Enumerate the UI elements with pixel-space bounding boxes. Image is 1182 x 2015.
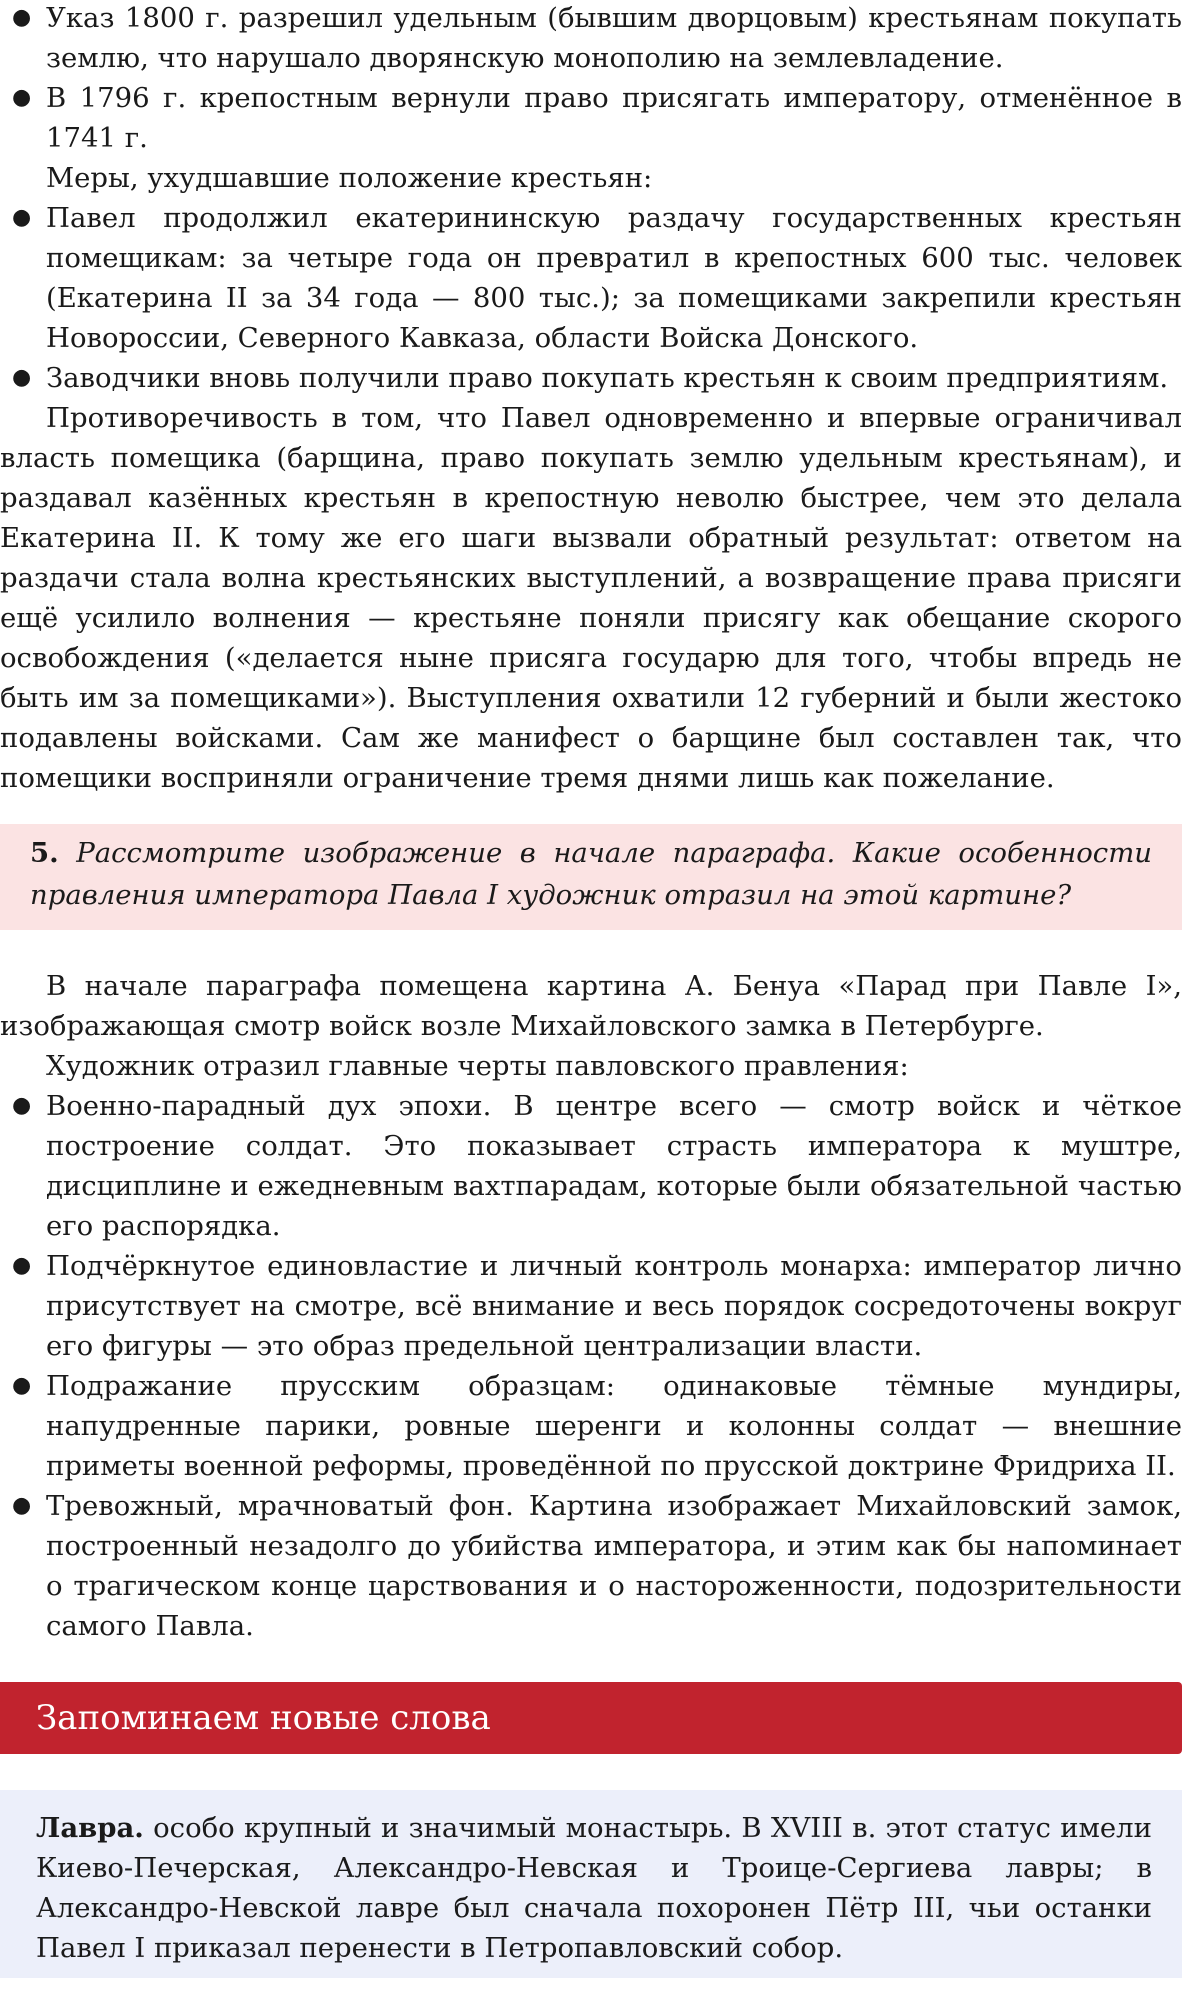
bullet-icon: ● [12,205,32,230]
section-banner: Запоминаем новые слова [0,1682,1182,1754]
bullet-icon: ● [12,1493,32,1518]
list-item [0,1366,1182,1486]
list-item-text: В 1796 г. крепостным вернули право присягать императору, отменённое в 1741 г. [46,82,1182,154]
question-number: 5. [30,837,59,869]
list-item-text: Подчёркнутое единовластие и личный контроль монарха: император лично присутствует на смотре, всё внимание и весь порядок сосредоточены вокруг его фигуры — это образ предельной централизации власти. [46,1250,1182,1362]
spacer [0,798,1182,824]
spacer [0,930,1182,966]
list-item-text: Указ 1800 г. разрешил удельным (бывшим дворцовым) крестьянам покупать землю, что нарушало дворянскую монополию на землевладение. [46,2,1182,74]
features-heading: Художник отразил главные черты павловского правления: [46,1050,909,1082]
answer-intro: В начале параграфа помещена картина А. Бенуа «Парад при Павле I», изображающая смотр войск возле Михайловского замка в Петербурге. [0,970,1182,1042]
list-item-text: Заводчики вновь получили право покупать крестьян к своим предприятиям. [46,362,1169,394]
list-item [0,78,1182,158]
spacer [0,1754,1182,1790]
bullet-icon: ● [12,1373,32,1398]
list-item [0,1246,1182,1366]
bullet-icon: ● [12,85,32,110]
definition-box [0,1790,1182,1978]
list-item-text: Тревожный, мрачноватый фон. Картина изображает Михайловский замок, построенный незадолго до убийства императора, и этим как бы напоминает о трагическом конце царствования и о настороженности, подозрительности самого Павла. [46,1490,1182,1642]
list-item [0,358,1182,398]
bullet-list-top [0,0,1182,158]
list-item [0,1086,1182,1246]
bullet-icon: ● [12,5,32,30]
list-item-text: Военно-парадный дух эпохи. В центре всего — смотр войск и чёткое построение солдат. Это показывает страсть императора к муштре, дисциплине и ежедневным вахтпарадам, которые были обязательной частью его распорядка. [46,1090,1182,1242]
bullet-list-worse [0,198,1182,398]
question-box [0,824,1182,930]
definition-text: особо крупный и значимый монастырь. В XVIII в. этот статус имели Киево-Печерская, Александро-Невская и Троице-Сергиева лавры; в Александро-Невской лавре был сначала похоронен Пётр III, чьи останки Павел I приказал перенести в Петропавловский собор. [36,1812,1152,1964]
bullet-icon: ● [12,365,32,390]
contradiction-paragraph: Противоречивость в том, что Павел одновременно и впервые ограничивал власть помещика (барщина, право покупать землю удельным крестьянам), и раздавал казённых крестьян в крепостную неволю быстрее, чем это делала Екатерина II. К тому же его шаги вызвали обратный результат: ответом на раздачи стала волна крестьянских выступлений, а возвращение права присяги ещё усилило волнения — крестьяне поняли присягу как обещание скорого освобождения («делается ныне присяга государю для того, чтобы впредь не быть им за помещиками»). Выступления охватили 12 губерний и были жестоко подавлены войсками. Сам же манифест о барщине был составлен так, что помещики восприняли ограничение тремя днями лишь как пожелание. [0,402,1182,794]
list-item [0,0,1182,78]
worsening-heading: Меры, ухудшавшие положение крестьян: [46,162,653,194]
question-text: Рассмотрите изображение в начале параграфа. Какие особенности правления императора Павла I художник отразил на этой картине? [30,837,1152,911]
list-item-text: Подражание прусским образцам: одинаковые тёмные мундиры, напудренные парики, ровные шеренги и колонны солдат — внешние приметы военной реформы, проведённой по прусской доктрине Фридриха II. [46,1370,1182,1482]
bullet-icon: ● [12,1253,32,1278]
spacer [0,1646,1182,1682]
list-item-text: Павел продолжил екатерининскую раздачу государственных крестьян помещикам: за четыре года он превратил в крепостных 600 тыс. человек (Екатерина II за 34 года — 800 тыс.); за помещиками закрепили крестьян Новороссии, Северного Кавказа, области Войска Донского. [46,202,1182,354]
bullet-icon: ● [12,1093,32,1118]
list-item [0,198,1182,358]
bullet-list-features [0,1086,1182,1646]
definition-term: Лавра. [36,1812,144,1844]
list-item [0,1486,1182,1646]
